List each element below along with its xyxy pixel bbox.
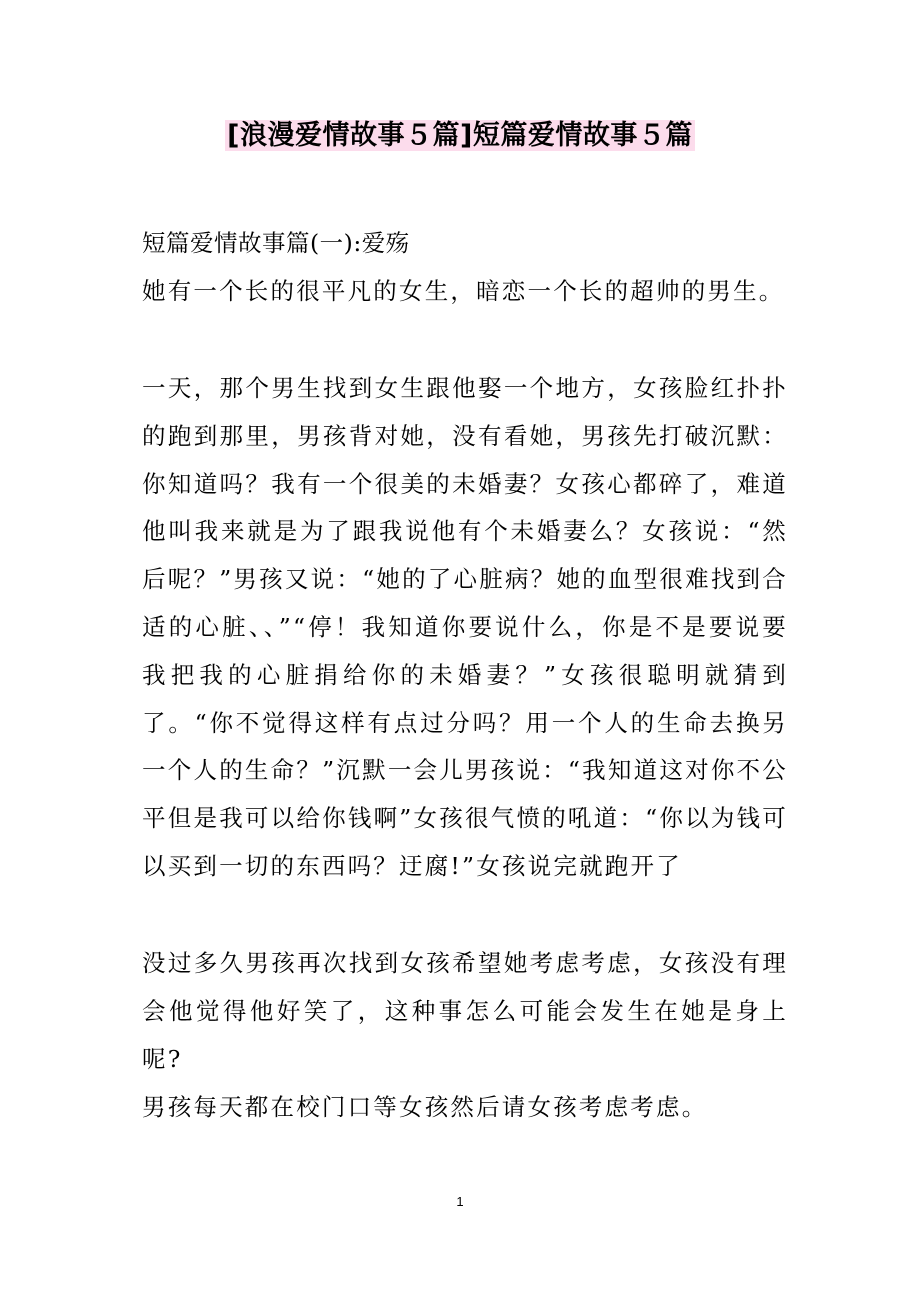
story-subtitle: 短篇爱情故事篇(一):爱殇 <box>142 229 410 257</box>
page-number: 1 <box>456 1194 464 1209</box>
paragraph-2: 一天，那个男生找到女生跟他娶一个地方，女孩脸红扑扑的跑到那里，男孩背对她，没有看她，男孩先打破沉默：你知道吗？我有一个很美的未婚妻？女孩心都碎了，难道他叫我来就是为了跟我说他有个未婚妻么？女孩说：“然后呢？”男孩又说：“她的了心脏病？她的血型很难找到合适的心脏、、”“停！我知道你要说什么，你是不是要说要我把我的心脏捐给你的未婚妻？”女孩很聪明就猜到了。“你不觉得这样有点过分吗？用一个人的生命去换另一个人的生命？”沉默一会儿男孩说：“我知道这对你不公平但是我可以给你钱啊”女孩很气愤的吼道：“你以为钱可以买到一切的东西吗？迂腐!”女孩说完就跑开了 <box>142 374 788 880</box>
document-title-block <box>0 116 920 156</box>
document-title: [浪漫爱情故事５篇]短篇爱情故事５篇 <box>227 120 693 151</box>
paragraph-3: 没过多久男孩再次找到女孩希望她考虑考虑，女孩没有理会他觉得他好笑了，这种事怎么可能会发生在她是身上呢? <box>142 949 788 1073</box>
paragraph-4: 男孩每天都在校门口等女孩然后请女孩考虑考虑。 <box>142 1093 708 1121</box>
paragraph-1: 她有一个长的很平凡的女生，暗恋一个长的超帅的男生。 <box>142 277 785 305</box>
